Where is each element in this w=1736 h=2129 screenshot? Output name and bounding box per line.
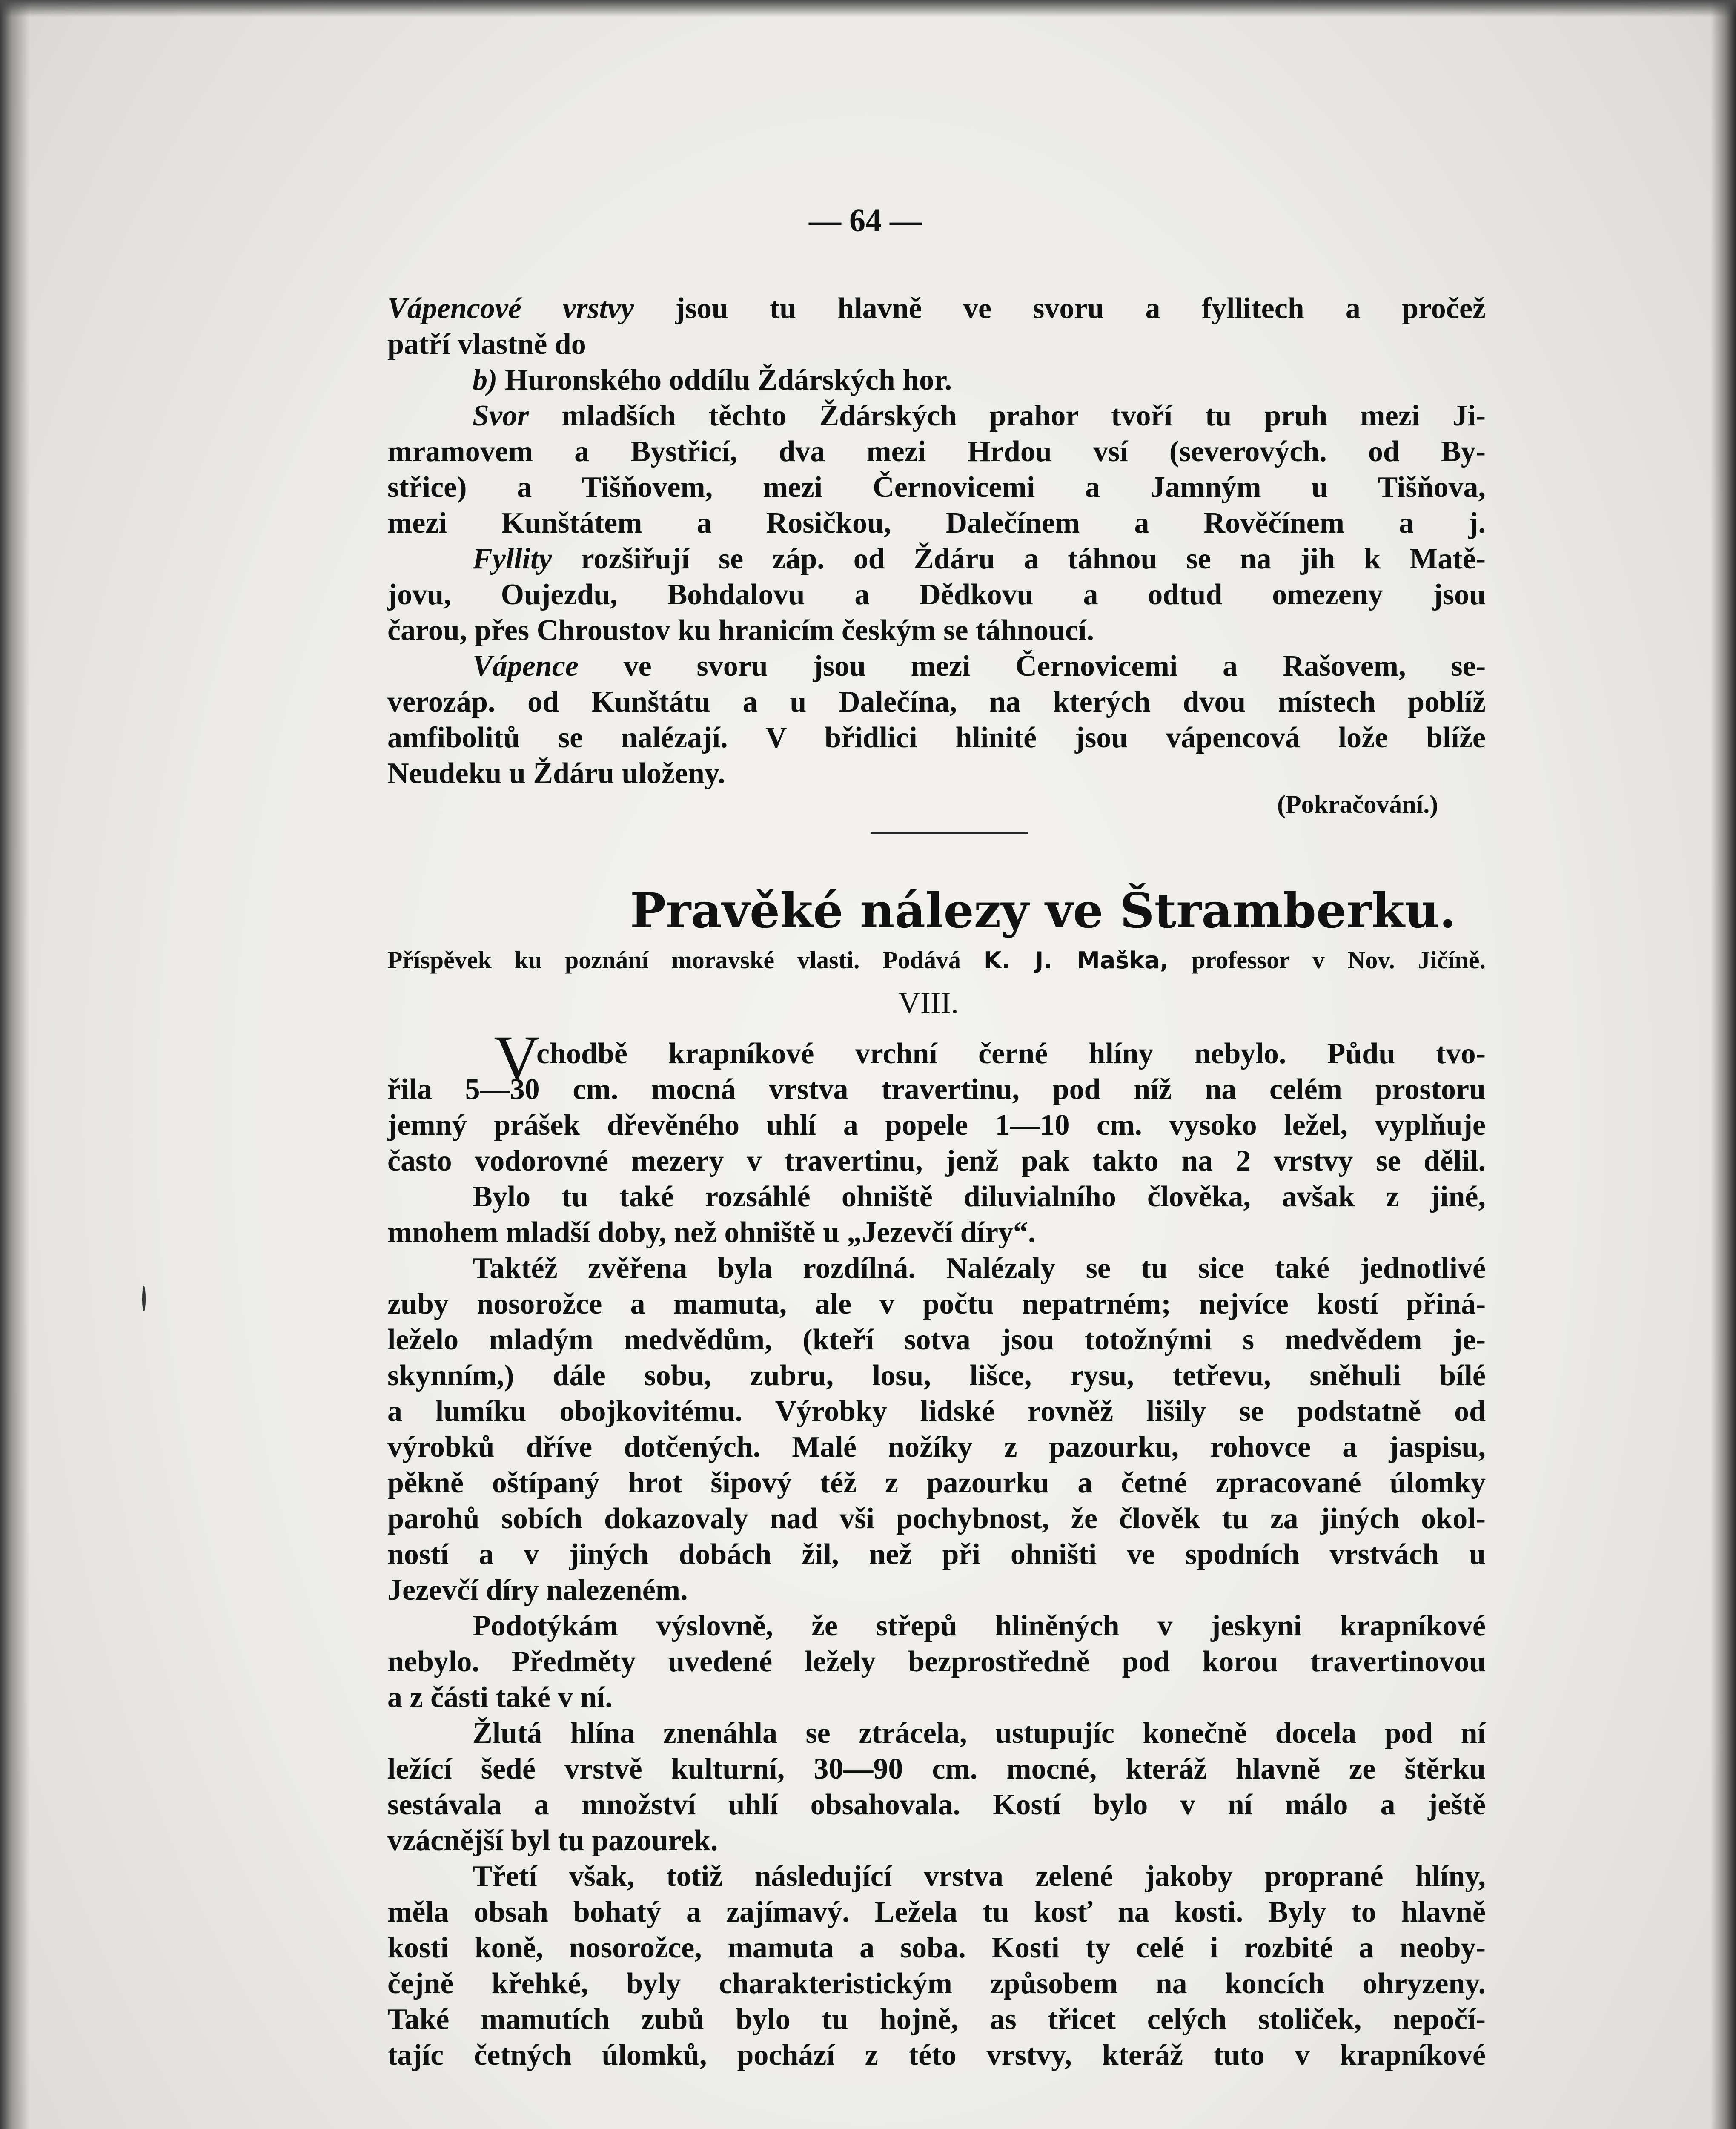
scan-edge-left: [0, 0, 30, 2129]
text-run: patří vlastně do: [387, 328, 586, 361]
text-line: [387, 755, 1486, 793]
text-line: řila 5—30 cm. mocná vrstva travertinu, pod níž na celém prostoru: [387, 1073, 1486, 1106]
text-line: sestávala a množství uhlí obsahovala. Kostí bylo v ní málo a ještě: [387, 1788, 1486, 1821]
text-line: [387, 325, 1486, 364]
text-run: rozšiřují se záp. od Ždáru a táhnou se na jih k Matě-: [552, 542, 1486, 575]
text-line: [473, 397, 1486, 435]
text-run: amfibolitů se nalézají. V břidlici hlinité jsou vápencová lože blíže: [387, 721, 1486, 754]
margin-marks: [140, 1286, 149, 1358]
text-line: [473, 361, 1486, 399]
text-line: Třetí však, totiž následující vrstva zelené jakoby proprané hlíny,: [473, 1860, 1486, 1893]
text-line: Taktéž zvěřena byla rozdílná. Nalézaly se tu sice také jednotlivé: [473, 1252, 1486, 1285]
text-line: [387, 468, 1486, 507]
text-line: parohů sobích dokazovaly nad vši pochybnost, že člověk tu za jiných okol-: [387, 1502, 1486, 1535]
text-line: vzácnější byl tu pazourek.: [387, 1824, 718, 1857]
text-line: [387, 719, 1486, 757]
text-line: mnohem mladší doby, než ohniště u „Jezevčí díry“.: [387, 1216, 1036, 1249]
text-line: tajíc četných úlomků, pochází z této vrstvy, kteráž tuto v krapníkové: [387, 2039, 1486, 2072]
italic-term: Vápencové vrstvy: [387, 292, 634, 325]
text-line: skynním,) dále sobu, zubru, losu, lišce, rysu, tetřevu, sněhuli bílé: [387, 1359, 1486, 1392]
text-line: [473, 540, 1486, 578]
text-line: kosti koně, nosorožce, mamuta a soba. Kosti ty celé i rozbité a neoby-: [387, 1931, 1486, 1964]
text-line: jemný prášek dřevěného uhlí a popele 1—10 cm. vysoko ležel, vyplňuje: [387, 1109, 1486, 1142]
text-line: ností a v jiných dobách žil, než při ohništi ve spodních vrstvách u: [387, 1538, 1486, 1571]
text-line: [387, 504, 1486, 542]
continuation-note: (Pokračování.): [1277, 790, 1438, 818]
text-line: zuby nosorožce a mamuta, ale v počtu nepatrném; nejvíce kostí přiná-: [387, 1288, 1486, 1320]
text-run: jovu, Oujezdu, Bohdalovu a Dědkovu a odtud omezeny jsou: [387, 578, 1486, 611]
byline-pre: Příspěvek ku poznání moravské vlasti. Podává: [387, 946, 984, 974]
byline-post: professor v Nov. Jičíně.: [1169, 946, 1486, 974]
text-line: leželo mladým medvědům, (kteří sotva jsou totožnými s medvědem je-: [387, 1323, 1486, 1356]
text-run: čarou, přes Chroustov ku hranicím českým se táhnoucí.: [387, 614, 1094, 647]
text-run: verozáp. od Kunštátu a u Dalečína, na kterých dvou místech poblíž: [387, 686, 1486, 718]
text-line: [387, 433, 1486, 471]
italic-term: Fyllity: [473, 542, 552, 575]
text-line: Jezevčí díry nalezeném.: [387, 1574, 688, 1607]
text-run: jsou tu hlavně ve svoru a fyllitech a pročež: [634, 292, 1486, 325]
text-line: Bylo tu také rozsáhlé ohniště diluvialního člověka, avšak z jiné,: [473, 1180, 1486, 1213]
text-line: měla obsah bohatý a zajímavý. Ležela tu kosť na kosti. Byly to hlavně: [387, 1896, 1486, 1928]
byline-author: K. J. Maška,: [983, 947, 1169, 974]
text-line: výrobků dříve dotčených. Malé nožíky z pazourku, rohovce a jaspisu,: [387, 1431, 1486, 1463]
text-line: ležící šedé vrstvě kulturní, 30—90 cm. mocné, kteráž hlavně ze štěrku: [387, 1753, 1486, 1785]
article-title: Pravěké nálezy ve Štramberku.: [630, 883, 1456, 939]
text-line: Také mamutích zubů bylo tu hojně, as třicet celých stoliček, nepočí-: [387, 2003, 1486, 2036]
text-line: pěkně oštípaný hrot šipový též z pazourku a četné zpracované úlomky: [387, 1466, 1486, 1499]
text-line: [473, 647, 1486, 686]
text-line: Žlutá hlína znenáhla se ztrácela, ustupujíc konečně docela pod ní: [473, 1717, 1486, 1750]
text-line: a lumíku obojkovitému. Výrobky lidské rovněž lišily se podstatně od: [387, 1395, 1486, 1428]
text-run: mezi Kunštátem a Rosičkou, Dalečínem a Rověčínem a j.: [387, 507, 1486, 539]
text-run: mramovem a Bystřicí, dva mezi Hrdou vsí (severových. od By-: [387, 435, 1486, 468]
text-line: chodbě krapníkové vrchní černé hlíny nebylo. Půdu tvo-: [536, 1037, 1486, 1070]
text-run: střice) a Tišňovem, mezi Černovicemi a Jamným u Tišňova,: [387, 471, 1486, 504]
section-divider: [871, 832, 1028, 834]
text-line: nebylo. Předměty uvedené ležely bezprostředně pod korou travertinovou: [387, 1645, 1486, 1678]
drop-cap: V: [494, 1023, 540, 1093]
text-line: [387, 290, 1486, 328]
page-number: — 64 —: [809, 203, 922, 238]
italic-term: b): [473, 364, 498, 396]
text-line: čejně křehké, byly charakteristickým způsobem na koncích ohryzeny.: [387, 1967, 1486, 2000]
chapter-number: VIII.: [898, 986, 959, 1020]
text-line: [387, 611, 1486, 650]
scan-edge-top: [0, 0, 1736, 17]
text-run: ve svoru jsou mezi Černovicemi a Rašovem, se-: [578, 650, 1486, 683]
text-run: Neudeku u Ždáru uloženy.: [387, 757, 725, 790]
text-line: a z části také v ní.: [387, 1681, 613, 1714]
text-line: Podotýkám výslovně, že střepů hliněných v jeskyni krapníkové: [473, 1610, 1486, 1642]
scan-edge-right: [1710, 0, 1736, 2129]
text-run: mladších těchto Ždárských prahor tvoří tu pruh mezi Ji-: [529, 399, 1486, 432]
text-line: [387, 683, 1486, 721]
text-line: často vodorovné mezery v travertinu, jenž pak takto na 2 vrstvy se dělil.: [387, 1145, 1486, 1177]
italic-term: Vápence: [473, 650, 579, 683]
article-byline: [387, 941, 1486, 980]
text-line: [387, 576, 1486, 614]
italic-term: Svor: [473, 399, 529, 432]
text-run: Huronského oddílu Ždárských hor.: [497, 364, 952, 396]
